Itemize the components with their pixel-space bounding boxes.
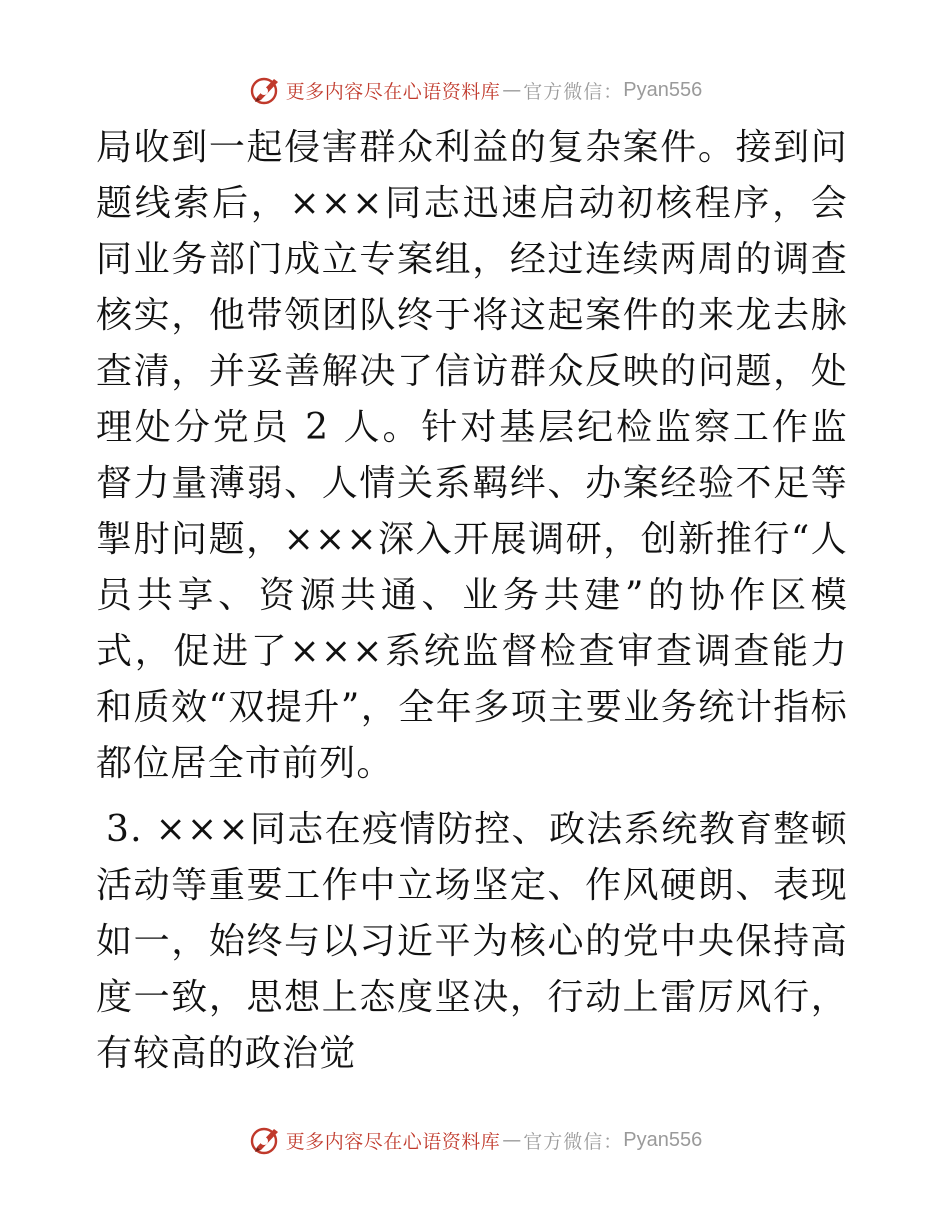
- header-watermark: [0, 70, 950, 110]
- footer-watermark: [0, 1120, 950, 1160]
- paragraph-2: 3. ×××同志在疫情防控、政法系统教育整顿活动等重要工作中立场坚定、作风硬朗、表现如一，始终与以习近平为核心的党中央保持高度一致，思想上态度坚决，行动上雷厉风行，有较高的政治觉: [96, 809, 848, 1074]
- watermark-main-text: 更多内容尽在心语资料库: [285, 80, 501, 103]
- watermark-dash: —: [502, 1129, 522, 1151]
- watermark-wechat-label: 官方微信：: [523, 1130, 624, 1153]
- watermark-main-text: 更多内容尽在心语资料库: [285, 1130, 501, 1153]
- quill-pen-logo-icon: [248, 73, 282, 107]
- watermark-wechat-id: Pyan556: [623, 1128, 703, 1151]
- paragraph-1: 局收到一起侵害群众利益的复杂案件。接到问题线索后，×××同志迅速启动初核程序，会同业务部门成立专案组，经过连续两周的调查核实，他带领团队终于将这起案件的来龙去脉查清，并妥善解决了信访群众反映的问题，处理处分党员 2 人。针对基层纪检监察工作监督力量薄弱、人情关系羁绊、办案经验不足等掣肘问题，×××深入开展调研，创新推行“人员共享、资源共通、业务共建”的协作区模式，促进了×××系统监督检查审查调查能力和质效“双提升”，全年多项主要业务统计指标都位居全市前列。: [96, 127, 848, 784]
- watermark-dash: —: [502, 79, 522, 101]
- watermark-wechat-label: 官方微信：: [523, 80, 624, 103]
- quill-pen-logo-icon: [248, 1123, 282, 1157]
- watermark-wechat-id: Pyan556: [623, 78, 703, 101]
- document-body: [96, 120, 848, 1082]
